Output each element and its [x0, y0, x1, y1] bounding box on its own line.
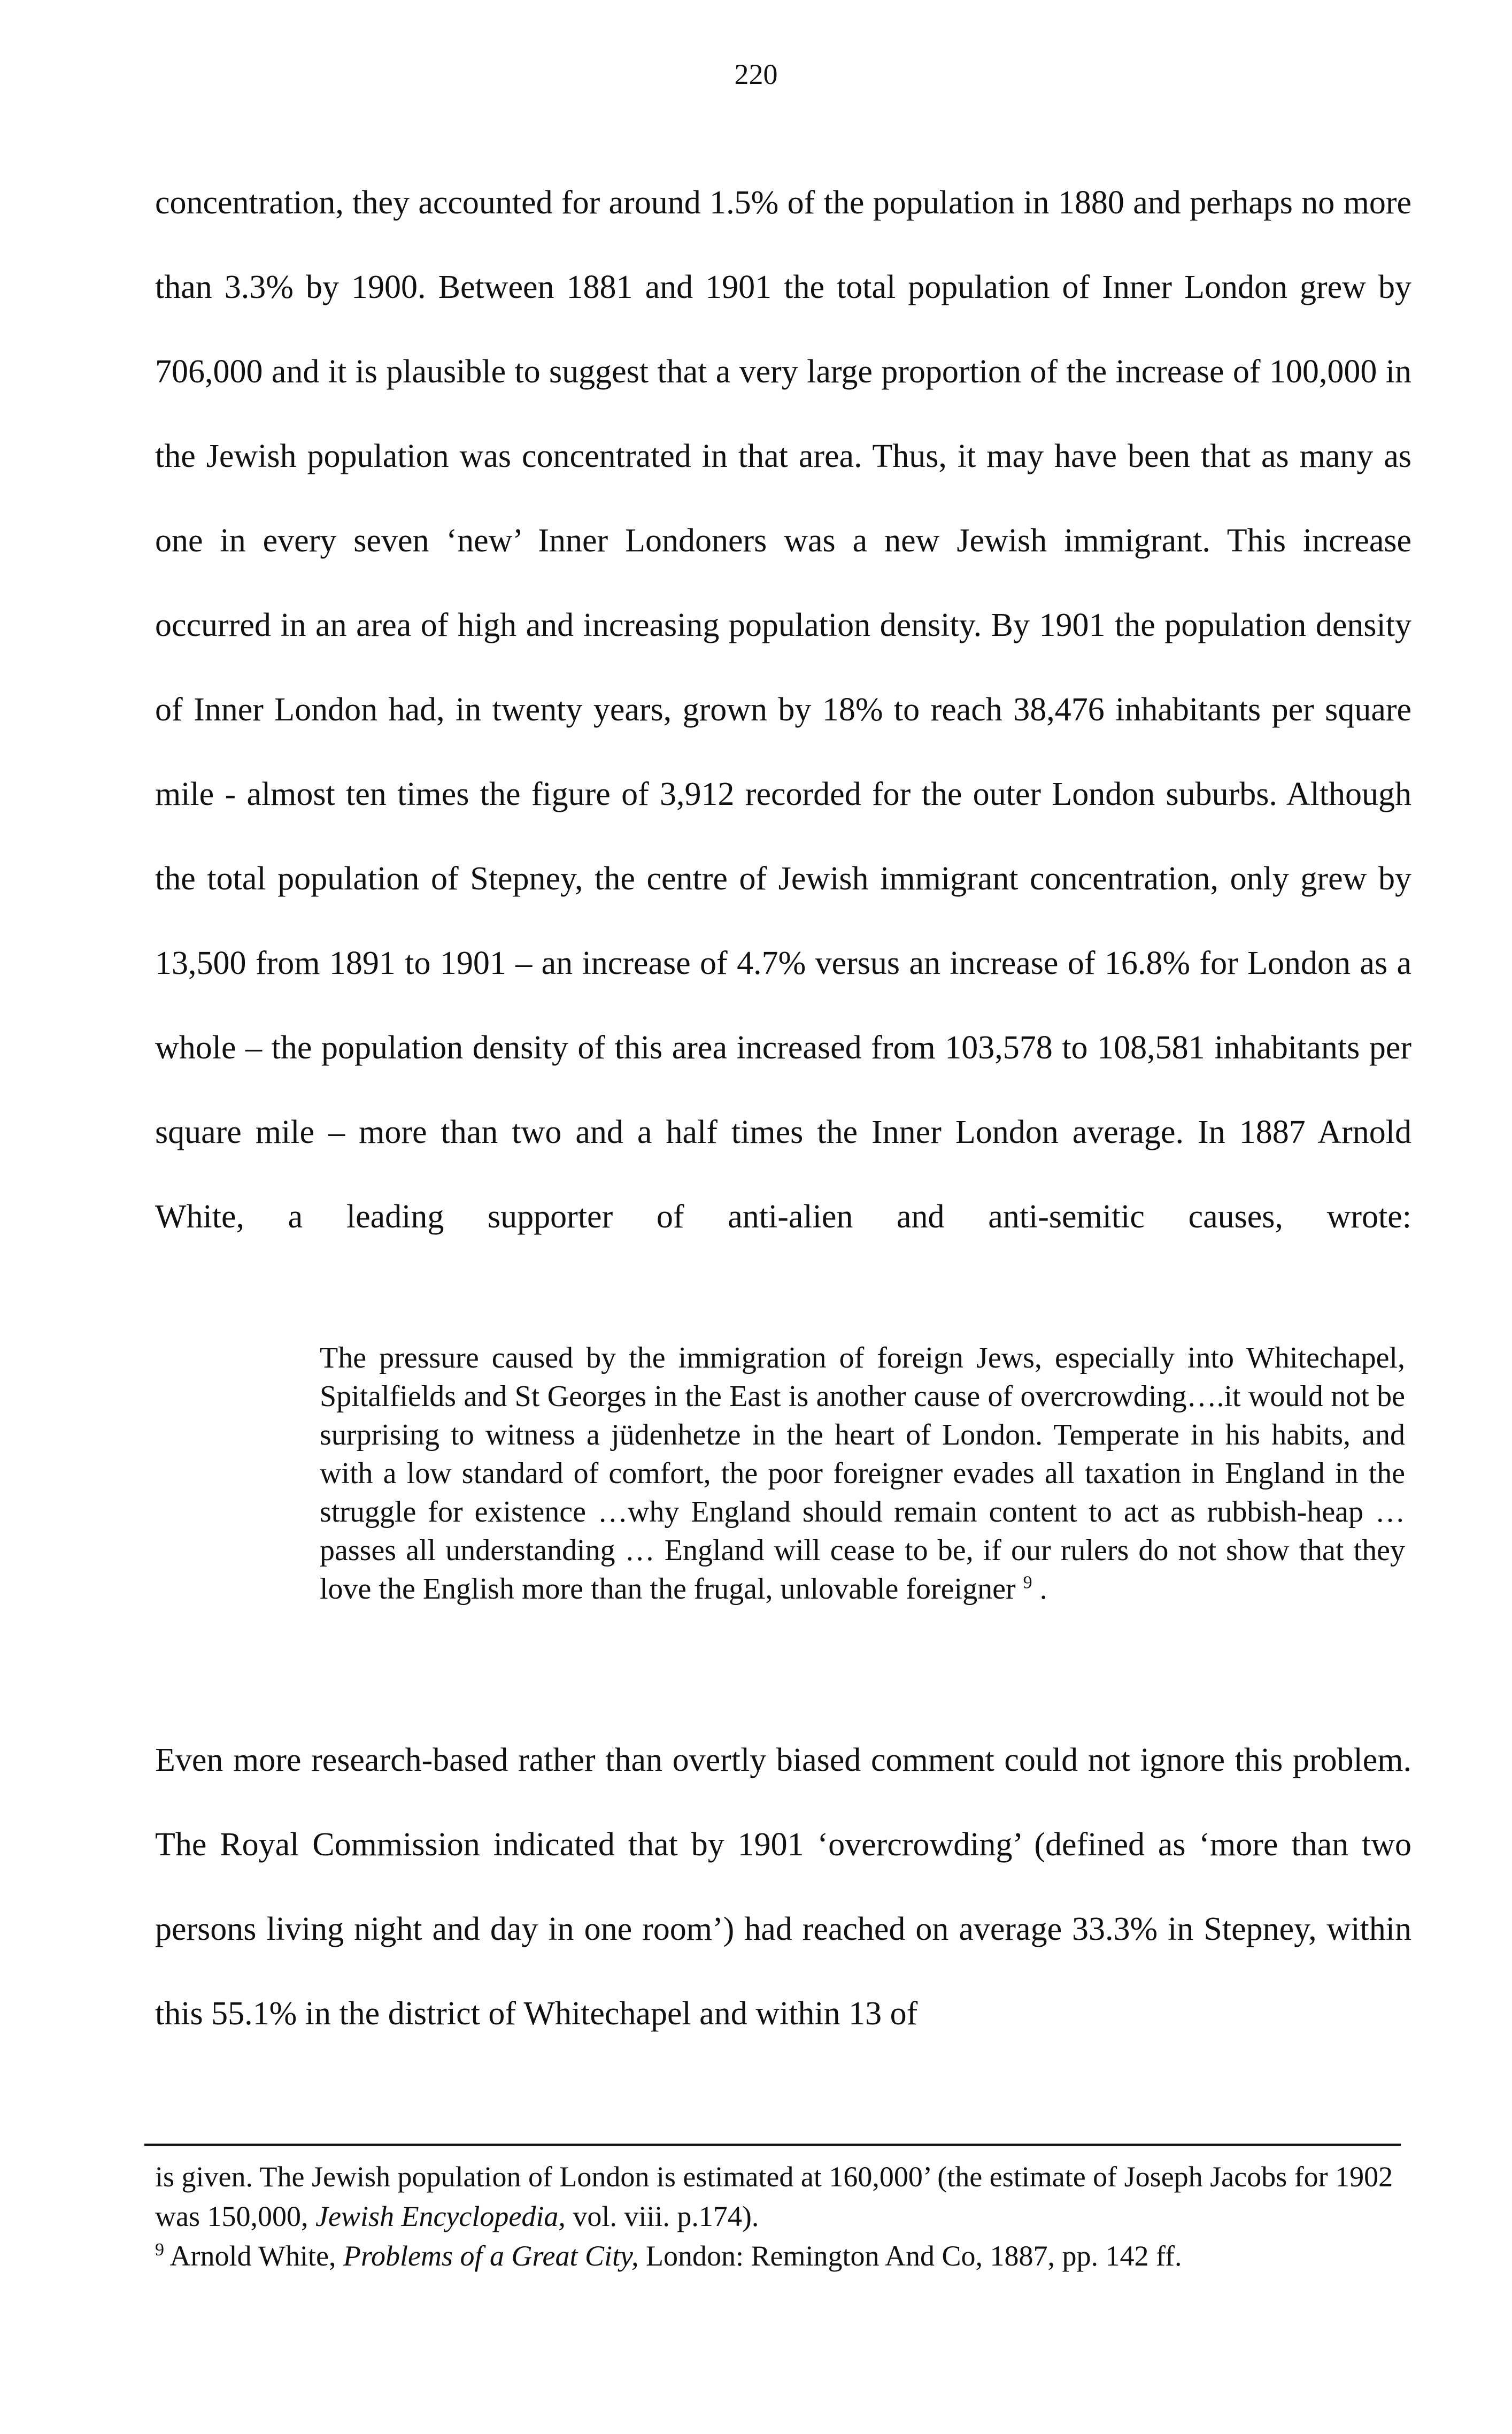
- quote-text: The pressure caused by the immigration of foreign Jews, especially into Whitechapel, Spitalfields and St Georges in the East is another cause of overcrowding….it would not be surprising to witness a jüdenhetze in the heart of London. Temperate in his habits, and with a low standard of comfort, the poor foreigner evades all taxation in England in the struggle for existence …why England should remain content to act as rubbish-heap … passes all understanding … England will cease to be, if our rulers do not show that they love the English more than the frugal, unlovable foreigner: [320, 1341, 1405, 1606]
- block-quote: [320, 1339, 1405, 1608]
- quote-end: .: [1039, 1572, 1047, 1606]
- footnote-continued-text: is given. The Jewish population of London is estimated at 160,000’ (the estimate of Joseph Jacobs for 1902 was 150,000,: [155, 2161, 1393, 2232]
- page-number: 220: [734, 58, 778, 90]
- footnotes: [155, 2157, 1411, 2276]
- footnote-divider: [144, 2144, 1401, 2146]
- footnote-9-number: 9: [155, 2240, 164, 2260]
- body-paragraph-1: concentration, they accounted for around 1.5% of the population in 1880 and perhaps no more than 3.3% by 1900. Between 1881 and 1901 the total population of Inner London grew by 706,000 and it is plausible to suggest that a very large proportion of the increase of 100,000 in the Jewish population was concentrated in that area. Thus, it may have been that as many as one in every seven ‘new’ Inner Londoners was a new Jewish immigrant. This increase occurred in an area of high and increasing population density. By 1901 the population density of Inner London had, in twenty years, grown by 18% to reach 38,476 inhabitants per square mile - almost ten times the figure of 3,912 recorded for the outer London suburbs. Although the total population of Stepney, the centre of Jewish immigrant concentration, only grew by 13,500 from 1891 to 1901 – an increase of 4.7% versus an increase of 16.8% for London as a whole – the population density of this area increased from 103,578 to 108,581 inhabitants per square mile – more than two and a half times the Inner London average. In 1887 Arnold White, a leading supporter of anti-alien and anti-semitic causes, wrote:: [155, 185, 1411, 1235]
- footnote-9-text: Arnold White,: [169, 2240, 336, 2272]
- footnote-9-title: Problems of a Great City,: [343, 2240, 639, 2272]
- body-paragraph-2: Even more research-based rather than overtly biased comment could not ignore this problem. The Royal Commission indicated that by 1901 ‘overcrowding’ (defined as ‘more than two persons living night and day in one room’) had reached on average 33.3% in Stepney, within this 55.1% in the district of Whitechapel and within 13 of: [155, 1742, 1411, 2032]
- footnote-continued-title: Jewish Encyclopedia,: [315, 2200, 566, 2232]
- footnote-9-end: London: Remington And Co, 1887, pp. 142 ff.: [645, 2240, 1182, 2272]
- footnote-ref-9[interactable]: 9: [1023, 1572, 1032, 1593]
- footnote-continued: [155, 2157, 1411, 2236]
- footnote-continued-end: vol. viii. p.174).: [573, 2200, 759, 2232]
- footnote-9: [155, 2236, 1411, 2276]
